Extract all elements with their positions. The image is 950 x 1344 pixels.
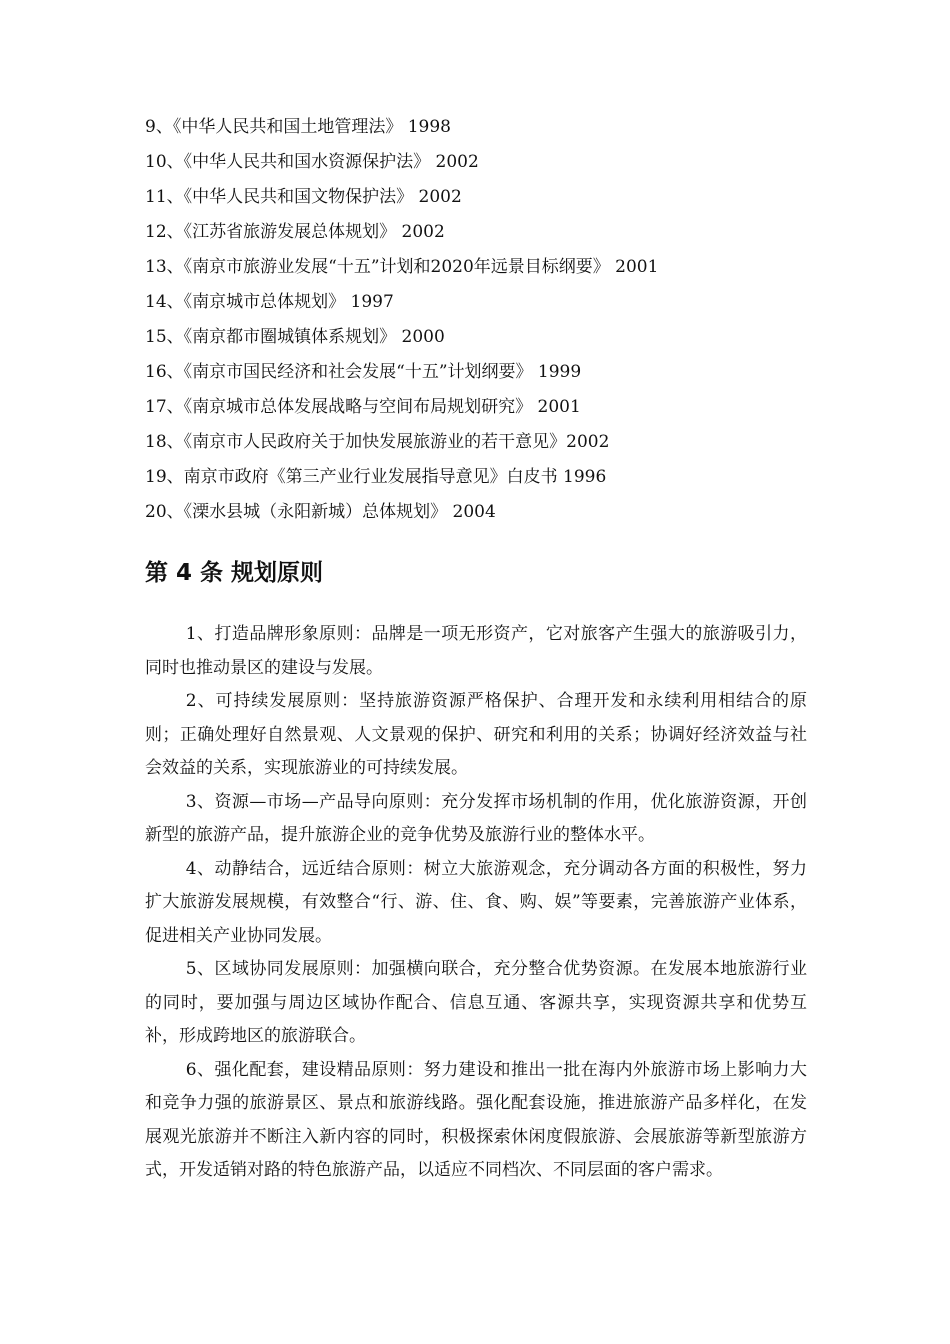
reference-item: 10、《中华人民共和国水资源保护法》 2002 — [145, 152, 479, 172]
reference-list — [145, 112, 845, 532]
principle-paragraph: 1、打造品牌形象原则：品牌是一项无形资产，它对旅客产生强大的旅游吸引力，同时也推动景区的建设与发展。 — [145, 624, 807, 678]
principle-paragraph: 5、区域协同发展原则：加强横向联合，充分整合优势资源。在发展本地旅游行业的同时，要加强与周边区域协作配合、信息互通、客源共享，实现资源共享和优势互补，形成跨地区的旅游联合。 — [145, 959, 807, 1046]
reference-item: 20、《溧水县城（永阳新城）总体规划》 2004 — [145, 502, 496, 522]
reference-item: 11、《中华人民共和国文物保护法》 2002 — [145, 187, 462, 207]
principle-paragraph: 2、可持续发展原则：坚持旅游资源严格保护、合理开发和永续利用相结合的原则；正确处理好自然景观、人文景观的保护、研究和利用的关系；协调好经济效益与社会效益的关系，实现旅游业的可持续发展。 — [145, 691, 807, 778]
reference-item: 12、《江苏省旅游发展总体规划》 2002 — [145, 222, 445, 242]
reference-item: 9、《中华人民共和国土地管理法》 1998 — [145, 117, 451, 137]
reference-item: 13、《南京市旅游业发展“十五”计划和2020年远景目标纲要》 2001 — [145, 257, 659, 277]
principle-paragraph: 4、动静结合，远近结合原则：树立大旅游观念，充分调动各方面的积极性，努力扩大旅游发展规模，有效整合“行、游、住、食、购、娱”等要素，完善旅游产业体系，促进相关产业协同发展。 — [145, 858, 807, 946]
reference-item: 17、《南京城市总体发展战略与空间布局规划研究》 2001 — [145, 397, 581, 417]
reference-item: 16、《南京市国民经济和社会发展“十五”计划纲要》 1999 — [145, 362, 582, 382]
reference-item: 19、南京市政府《第三产业行业发展指导意见》白皮书 1996 — [145, 467, 607, 487]
reference-item: 18、《南京市人民政府关于加快发展旅游业的若干意见》2002 — [145, 432, 610, 452]
principle-paragraph: 3、资源—市场—产品导向原则：充分发挥市场机制的作用，优化旅游资源，开创新型的旅游产品，提升旅游企业的竞争优势及旅游行业的整体水平。 — [145, 791, 807, 845]
reference-item: 15、《南京都市圈城镇体系规划》 2000 — [145, 327, 445, 347]
section-heading: 第 4 条 规划原则 — [145, 560, 324, 586]
reference-item: 14、《南京城市总体规划》 1997 — [145, 292, 394, 312]
section-body — [145, 618, 807, 1188]
principle-paragraph: 6、强化配套，建设精品原则：努力建设和推出一批在海内外旅游市场上影响力大和竞争力强的旅游景区、景点和旅游线路。强化配套设施，推进旅游产品多样化，在发展观光旅游并不断注入新内容的同时，积极探索休闲度假旅游、会展旅游等新型旅游方式，开发适销对路的特色旅游产品，以适应不同档次、不同层面的客户需求。 — [145, 1059, 807, 1180]
